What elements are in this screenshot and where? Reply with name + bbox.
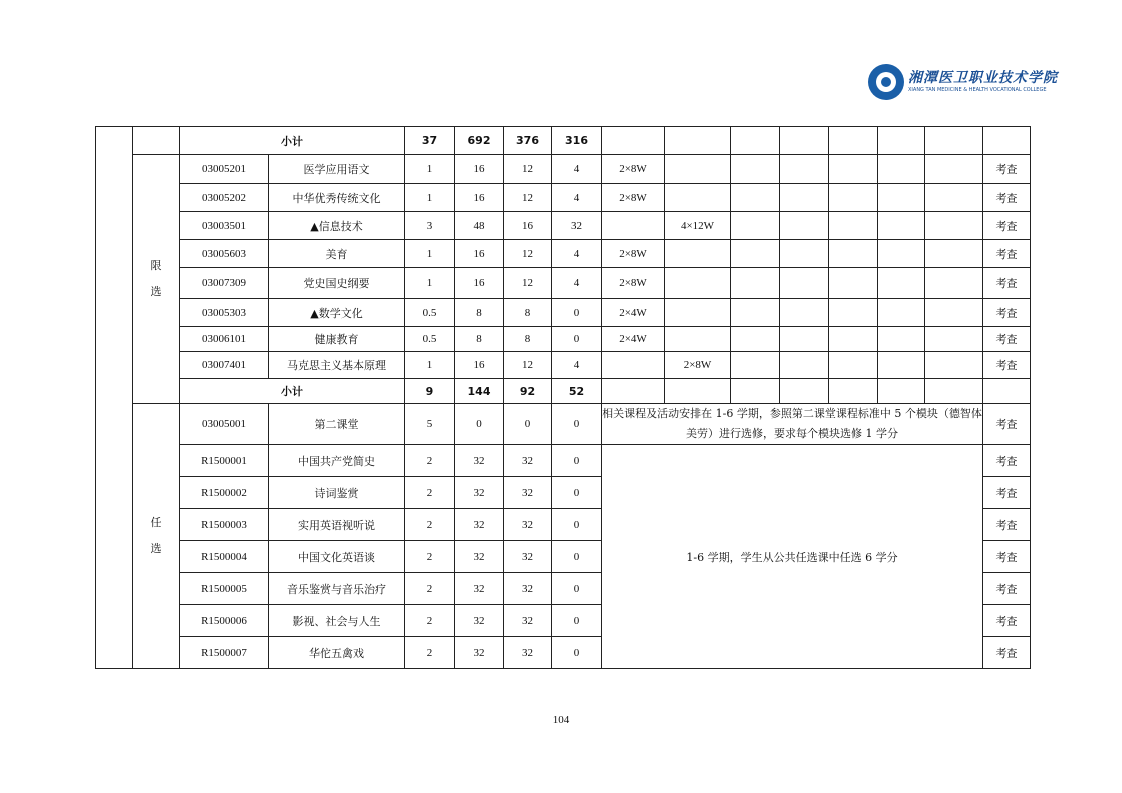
semester-1-schedule: 2×8W bbox=[602, 155, 665, 184]
empty-cell bbox=[925, 327, 983, 352]
empty-cell bbox=[878, 155, 925, 184]
course-practice-hours: 0 bbox=[552, 637, 602, 669]
empty-cell bbox=[829, 379, 878, 404]
empty-cell bbox=[983, 379, 1031, 404]
empty-cell bbox=[878, 299, 925, 327]
semester-2-schedule bbox=[665, 327, 731, 352]
course-theory-hours: 32 bbox=[504, 605, 552, 637]
course-code: 03005303 bbox=[180, 299, 269, 327]
course-theory-hours: 16 bbox=[504, 212, 552, 240]
subtotal-total-hours: 144 bbox=[455, 379, 504, 404]
empty-cell bbox=[829, 352, 878, 379]
course-credits: 2 bbox=[405, 541, 455, 573]
empty-cell bbox=[731, 184, 780, 212]
course-total-hours: 32 bbox=[455, 637, 504, 669]
course-credits: 3 bbox=[405, 212, 455, 240]
course-total-hours: 48 bbox=[455, 212, 504, 240]
course-name: 中华优秀传统文化 bbox=[269, 184, 405, 212]
empty-cell bbox=[878, 240, 925, 268]
assessment-method: 考查 bbox=[983, 573, 1031, 605]
semester-1-schedule bbox=[602, 212, 665, 240]
category-limited-elective: 限 选 bbox=[133, 155, 180, 404]
empty-cell bbox=[878, 184, 925, 212]
empty-cell bbox=[780, 379, 829, 404]
course-name: ▲信息技术 bbox=[269, 212, 405, 240]
course-name: 第二课堂 bbox=[269, 404, 405, 445]
course-name: 健康教育 bbox=[269, 327, 405, 352]
course-total-hours: 8 bbox=[455, 299, 504, 327]
table-row bbox=[96, 127, 1031, 155]
subtotal-theory-hours: 376 bbox=[504, 127, 552, 155]
assessment-method: 考查 bbox=[983, 404, 1031, 445]
course-credits: 2 bbox=[405, 573, 455, 605]
course-credits: 1 bbox=[405, 240, 455, 268]
course-code: R1500002 bbox=[180, 477, 269, 509]
course-name: ▲数学文化 bbox=[269, 299, 405, 327]
course-practice-hours: 4 bbox=[552, 240, 602, 268]
empty-cell bbox=[780, 268, 829, 299]
table-row bbox=[96, 327, 1031, 352]
page-number: 104 bbox=[552, 714, 570, 726]
empty-cell bbox=[780, 240, 829, 268]
assessment-method: 考查 bbox=[983, 184, 1031, 212]
course-practice-hours: 0 bbox=[552, 573, 602, 605]
empty-cell bbox=[925, 127, 983, 155]
course-theory-hours: 32 bbox=[504, 541, 552, 573]
course-name: 音乐鉴赏与音乐治疗 bbox=[269, 573, 405, 605]
empty-cell bbox=[829, 127, 878, 155]
empty-cell bbox=[780, 299, 829, 327]
empty-cell bbox=[829, 155, 878, 184]
course-code: 03007401 bbox=[180, 352, 269, 379]
course-theory-hours: 0 bbox=[504, 404, 552, 445]
course-total-hours: 32 bbox=[455, 605, 504, 637]
semester-2-schedule bbox=[665, 299, 731, 327]
course-total-hours: 8 bbox=[455, 327, 504, 352]
empty-cell bbox=[925, 155, 983, 184]
course-total-hours: 0 bbox=[455, 404, 504, 445]
course-code: R1500003 bbox=[180, 509, 269, 541]
empty-cell bbox=[780, 212, 829, 240]
course-theory-hours: 32 bbox=[504, 445, 552, 477]
course-theory-hours: 12 bbox=[504, 240, 552, 268]
course-credits: 0.5 bbox=[405, 299, 455, 327]
assessment-method: 考查 bbox=[983, 541, 1031, 573]
college-logo bbox=[868, 64, 1058, 104]
course-code: 03003501 bbox=[180, 212, 269, 240]
subtotal-label: 小计 bbox=[180, 379, 405, 404]
free-elective-note: 1-6 学期，学生从公共任选课中任选 6 学分 bbox=[602, 445, 983, 669]
course-credits: 1 bbox=[405, 352, 455, 379]
empty-cell bbox=[731, 212, 780, 240]
semester-1-schedule: 2×4W bbox=[602, 327, 665, 352]
course-total-hours: 32 bbox=[455, 445, 504, 477]
empty-cell bbox=[829, 212, 878, 240]
course-name: 影视、社会与人生 bbox=[269, 605, 405, 637]
empty-cell bbox=[829, 327, 878, 352]
empty-cell bbox=[780, 127, 829, 155]
course-name: 华佗五禽戏 bbox=[269, 637, 405, 669]
semester-1-schedule bbox=[602, 352, 665, 379]
empty-cell bbox=[878, 212, 925, 240]
course-code: R1500005 bbox=[180, 573, 269, 605]
course-practice-hours: 0 bbox=[552, 509, 602, 541]
course-credits: 1 bbox=[405, 155, 455, 184]
semester-2-schedule: 4×12W bbox=[665, 212, 731, 240]
course-practice-hours: 4 bbox=[552, 184, 602, 212]
table-row bbox=[96, 379, 1031, 404]
table-row bbox=[96, 404, 1031, 445]
empty-cell bbox=[925, 240, 983, 268]
course-total-hours: 32 bbox=[455, 541, 504, 573]
course-credits: 1 bbox=[405, 268, 455, 299]
empty-cell bbox=[829, 299, 878, 327]
assessment-method: 考查 bbox=[983, 327, 1031, 352]
course-table bbox=[95, 126, 1031, 669]
course-credits: 2 bbox=[405, 477, 455, 509]
empty-cell bbox=[829, 184, 878, 212]
empty-cell bbox=[602, 127, 665, 155]
empty-cell bbox=[731, 268, 780, 299]
table-row bbox=[96, 299, 1031, 327]
course-practice-hours: 0 bbox=[552, 404, 602, 445]
assessment-method: 考查 bbox=[983, 637, 1031, 669]
course-name: 诗词鉴赏 bbox=[269, 477, 405, 509]
subtotal-credits: 9 bbox=[405, 379, 455, 404]
logo-chinese-name: 湘潭医卫职业技术学院 bbox=[908, 70, 1058, 86]
empty-cell bbox=[925, 212, 983, 240]
course-theory-hours: 32 bbox=[504, 573, 552, 605]
course-theory-hours: 32 bbox=[504, 509, 552, 541]
college-emblem-icon bbox=[868, 64, 904, 100]
empty-cell bbox=[731, 327, 780, 352]
table-row bbox=[96, 268, 1031, 299]
assessment-method: 考查 bbox=[983, 268, 1031, 299]
course-total-hours: 16 bbox=[455, 240, 504, 268]
course-code: 03005603 bbox=[180, 240, 269, 268]
course-practice-hours: 0 bbox=[552, 605, 602, 637]
subtotal-credits: 37 bbox=[405, 127, 455, 155]
subtotal-practice-hours: 52 bbox=[552, 379, 602, 404]
course-theory-hours: 32 bbox=[504, 477, 552, 509]
course-name: 实用英语视听说 bbox=[269, 509, 405, 541]
semester-2-schedule bbox=[665, 240, 731, 268]
course-credits: 2 bbox=[405, 509, 455, 541]
empty-cell bbox=[731, 127, 780, 155]
empty-cell bbox=[925, 268, 983, 299]
course-theory-hours: 32 bbox=[504, 637, 552, 669]
course-code: 03006101 bbox=[180, 327, 269, 352]
course-practice-hours: 0 bbox=[552, 299, 602, 327]
empty-cell bbox=[878, 268, 925, 299]
course-theory-hours: 8 bbox=[504, 327, 552, 352]
empty-cell bbox=[731, 299, 780, 327]
course-credits: 0.5 bbox=[405, 327, 455, 352]
course-practice-hours: 4 bbox=[552, 268, 602, 299]
table-row bbox=[96, 155, 1031, 184]
assessment-method: 考查 bbox=[983, 212, 1031, 240]
second-classroom-note: 相关课程及活动安排在 1-6 学期，参照第二课堂课程标准中 5 个模块（德智体美劳）进行选修，要求每个模块选修 1 学分 bbox=[602, 404, 983, 445]
course-practice-hours: 4 bbox=[552, 155, 602, 184]
course-total-hours: 32 bbox=[455, 477, 504, 509]
course-total-hours: 16 bbox=[455, 268, 504, 299]
semester-1-schedule: 2×4W bbox=[602, 299, 665, 327]
course-theory-hours: 12 bbox=[504, 268, 552, 299]
course-theory-hours: 12 bbox=[504, 155, 552, 184]
course-code: 03005201 bbox=[180, 155, 269, 184]
course-practice-hours: 0 bbox=[552, 445, 602, 477]
course-code: R1500004 bbox=[180, 541, 269, 573]
course-total-hours: 16 bbox=[455, 155, 504, 184]
empty-cell bbox=[780, 184, 829, 212]
subtotal-theory-hours: 92 bbox=[504, 379, 552, 404]
assessment-method: 考查 bbox=[983, 509, 1031, 541]
empty-cell bbox=[731, 352, 780, 379]
empty-cell bbox=[731, 155, 780, 184]
assessment-method: 考查 bbox=[983, 352, 1031, 379]
empty-cell bbox=[780, 352, 829, 379]
semester-2-schedule: 2×8W bbox=[665, 352, 731, 379]
empty-cell bbox=[780, 327, 829, 352]
course-practice-hours: 0 bbox=[552, 327, 602, 352]
logo-english-name: XIANG TAN MEDICINE & HEALTH VOCATIONAL COLLEGE bbox=[908, 87, 1047, 93]
empty-cell bbox=[983, 127, 1031, 155]
course-credits: 2 bbox=[405, 637, 455, 669]
semester-2-schedule bbox=[665, 184, 731, 212]
course-credits: 2 bbox=[405, 605, 455, 637]
course-code: 03007309 bbox=[180, 268, 269, 299]
empty-cell bbox=[925, 352, 983, 379]
course-name: 医学应用语文 bbox=[269, 155, 405, 184]
assessment-method: 考查 bbox=[983, 240, 1031, 268]
empty-cell bbox=[878, 327, 925, 352]
course-name: 中国文化英语谈 bbox=[269, 541, 405, 573]
empty-cell bbox=[878, 352, 925, 379]
course-credits: 5 bbox=[405, 404, 455, 445]
table-row bbox=[96, 212, 1031, 240]
subtotal-practice-hours: 316 bbox=[552, 127, 602, 155]
assessment-method: 考查 bbox=[983, 605, 1031, 637]
assessment-method: 考查 bbox=[983, 445, 1031, 477]
table-row bbox=[96, 445, 1031, 477]
course-theory-hours: 8 bbox=[504, 299, 552, 327]
empty-cell bbox=[878, 379, 925, 404]
course-total-hours: 16 bbox=[455, 352, 504, 379]
semester-2-schedule bbox=[665, 155, 731, 184]
course-code: 03005202 bbox=[180, 184, 269, 212]
empty-cell bbox=[829, 240, 878, 268]
semester-1-schedule: 2×8W bbox=[602, 268, 665, 299]
course-practice-hours: 0 bbox=[552, 541, 602, 573]
course-practice-hours: 4 bbox=[552, 352, 602, 379]
empty-cell bbox=[731, 379, 780, 404]
empty-cell bbox=[878, 127, 925, 155]
course-theory-hours: 12 bbox=[504, 352, 552, 379]
subtotal-total-hours: 692 bbox=[455, 127, 504, 155]
table-row bbox=[96, 240, 1031, 268]
course-practice-hours: 0 bbox=[552, 477, 602, 509]
empty-cell bbox=[925, 299, 983, 327]
course-total-hours: 16 bbox=[455, 184, 504, 212]
course-name: 中国共产党简史 bbox=[269, 445, 405, 477]
table-row bbox=[96, 184, 1031, 212]
empty-cell bbox=[780, 155, 829, 184]
category-free-elective: 任 选 bbox=[133, 404, 180, 669]
semester-1-schedule: 2×8W bbox=[602, 240, 665, 268]
semester-2-schedule bbox=[665, 268, 731, 299]
course-practice-hours: 32 bbox=[552, 212, 602, 240]
empty-cell bbox=[665, 127, 731, 155]
empty-cell bbox=[133, 127, 180, 155]
assessment-method: 考查 bbox=[983, 299, 1031, 327]
empty-cell bbox=[602, 379, 665, 404]
subtotal-label: 小计 bbox=[180, 127, 405, 155]
empty-cell bbox=[731, 240, 780, 268]
empty-cell bbox=[829, 268, 878, 299]
course-credits: 1 bbox=[405, 184, 455, 212]
course-name: 美育 bbox=[269, 240, 405, 268]
empty-cell bbox=[925, 379, 983, 404]
course-credits: 2 bbox=[405, 445, 455, 477]
course-theory-hours: 12 bbox=[504, 184, 552, 212]
course-code: R1500007 bbox=[180, 637, 269, 669]
assessment-method: 考查 bbox=[983, 477, 1031, 509]
empty-cell bbox=[665, 379, 731, 404]
semester-1-schedule: 2×8W bbox=[602, 184, 665, 212]
table-row bbox=[96, 352, 1031, 379]
assessment-method: 考查 bbox=[983, 155, 1031, 184]
group-left-cell bbox=[96, 127, 133, 669]
course-total-hours: 32 bbox=[455, 573, 504, 605]
course-name: 马克思主义基本原理 bbox=[269, 352, 405, 379]
course-total-hours: 32 bbox=[455, 509, 504, 541]
course-code: R1500006 bbox=[180, 605, 269, 637]
empty-cell bbox=[925, 184, 983, 212]
course-code: 03005001 bbox=[180, 404, 269, 445]
course-name: 党史国史纲要 bbox=[269, 268, 405, 299]
course-code: R1500001 bbox=[180, 445, 269, 477]
